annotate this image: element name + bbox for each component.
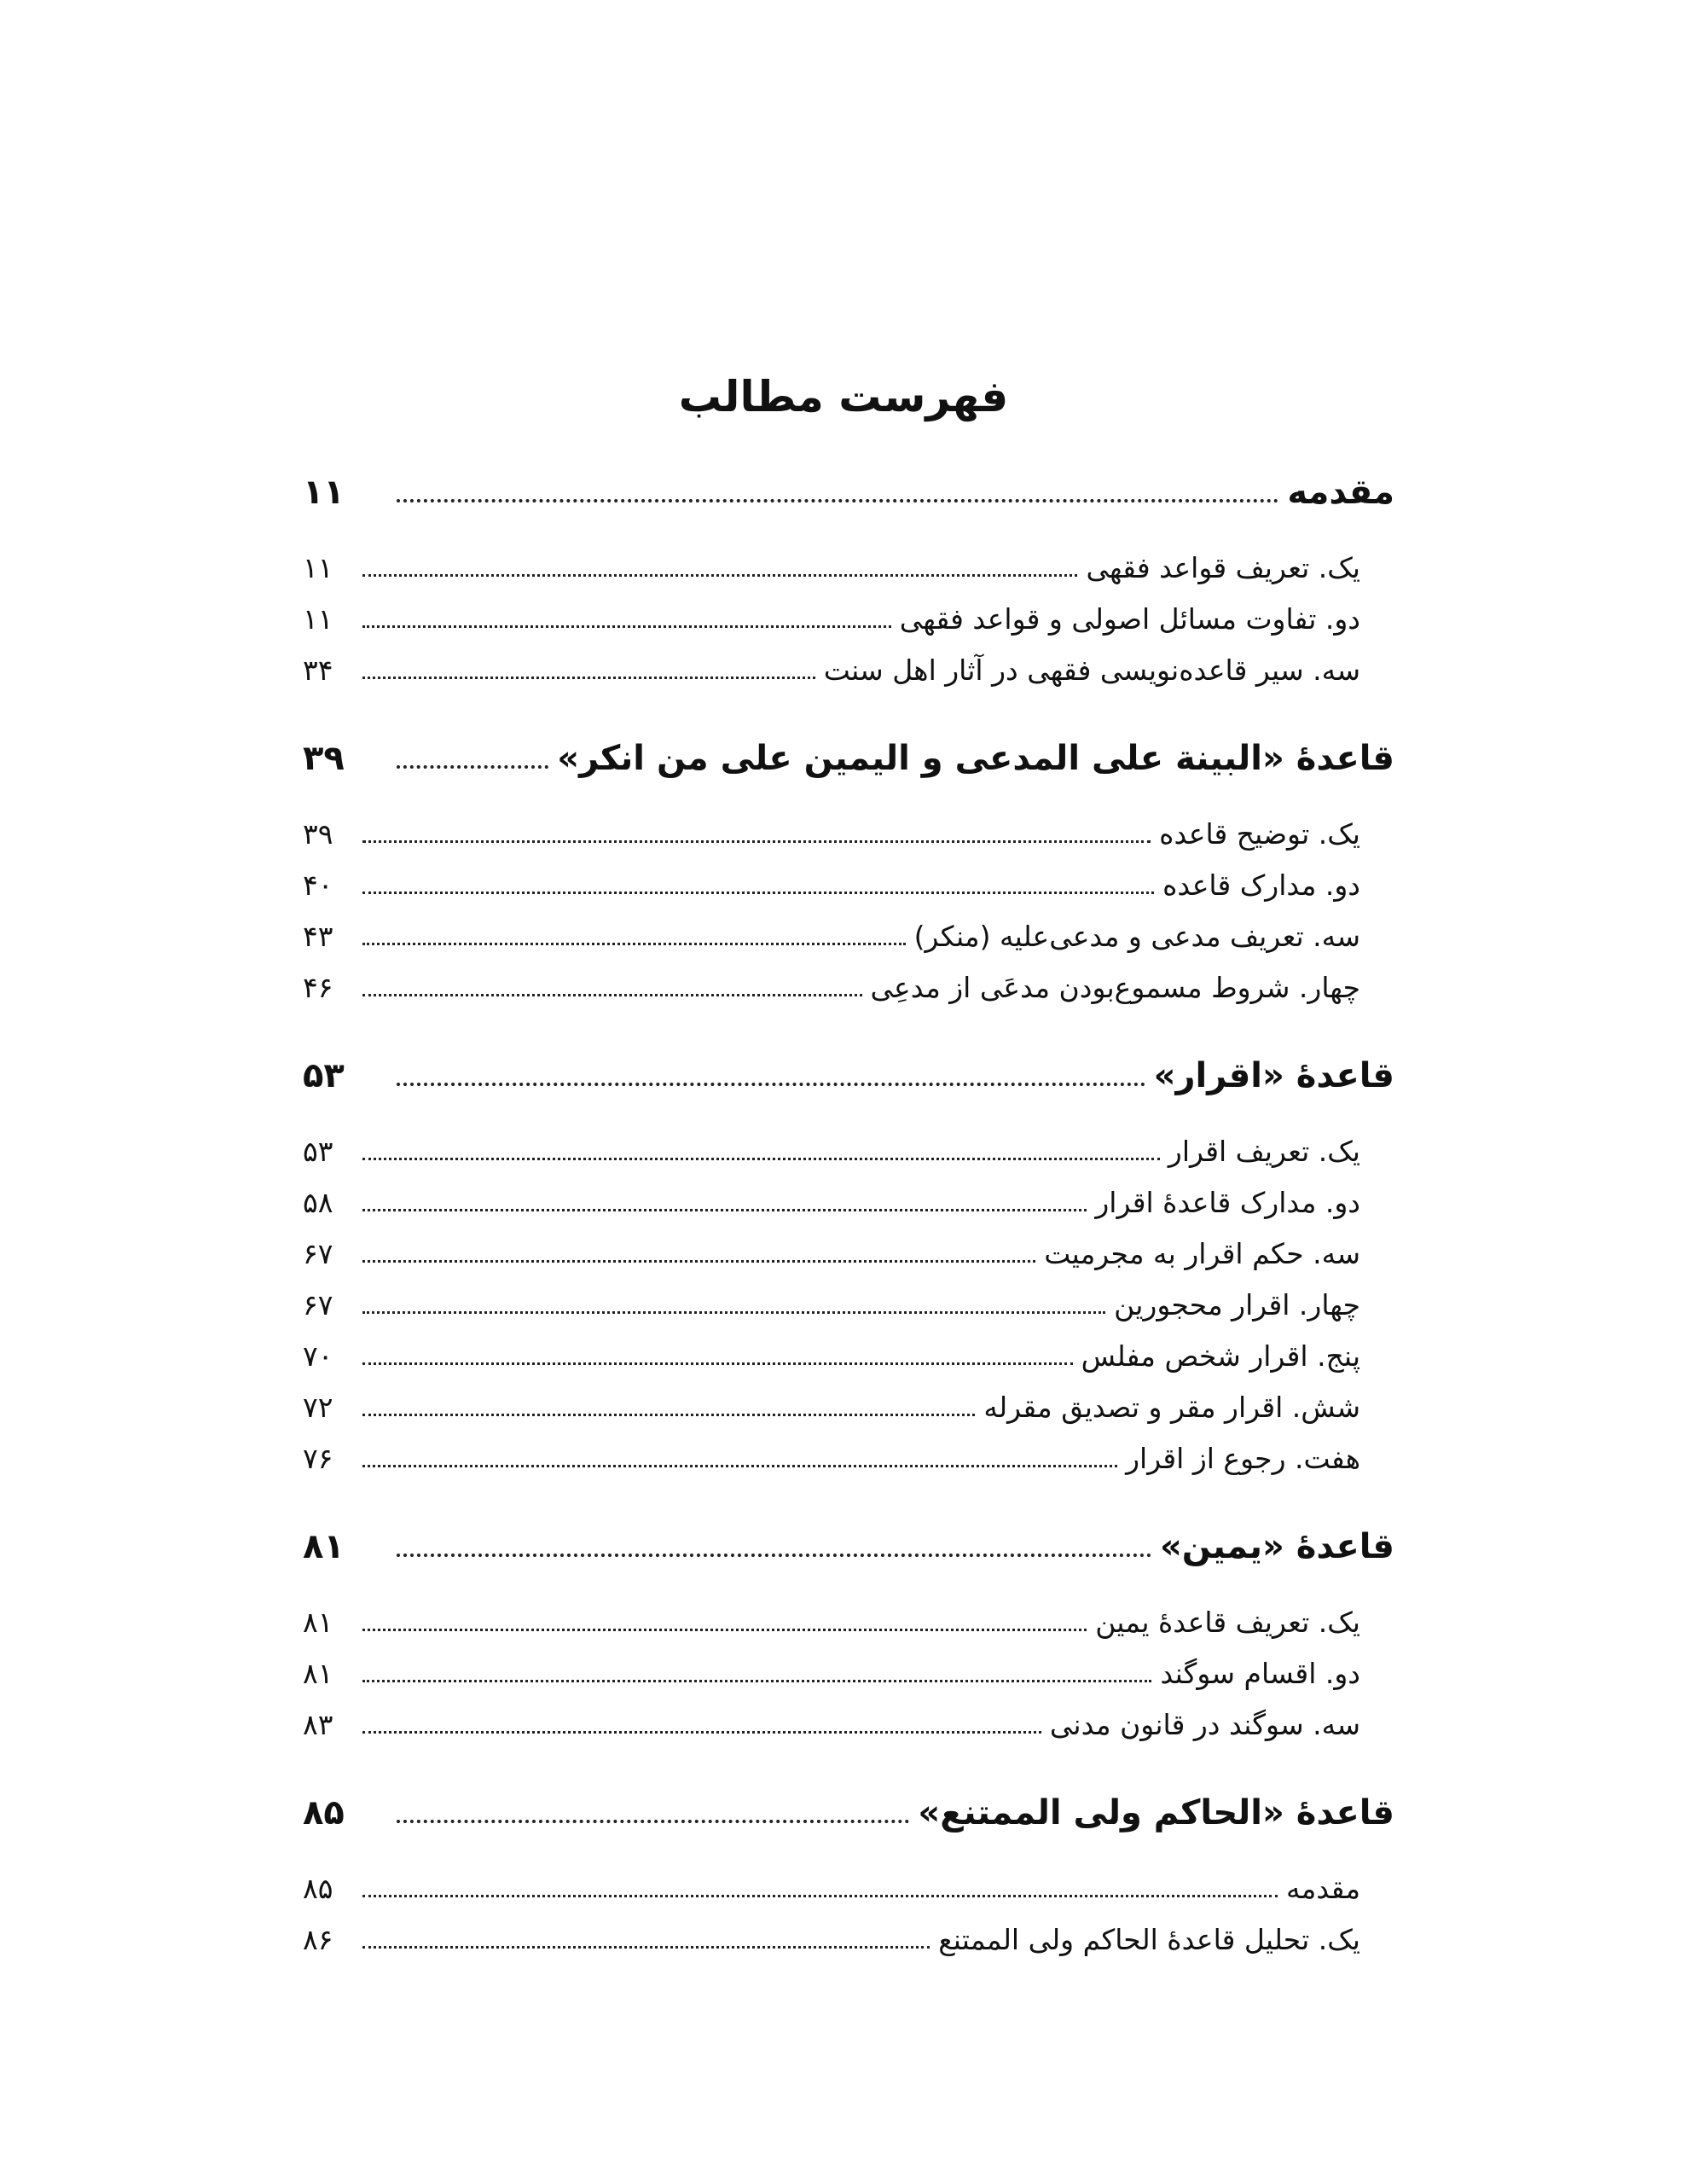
toc-section bbox=[303, 1044, 1394, 1484]
toc-entry-title: چهار. شروط مسموع‌بودن مدعَی از مدعِی bbox=[870, 971, 1360, 1004]
dot-leader bbox=[362, 840, 1151, 843]
toc-entry-row[interactable] bbox=[303, 594, 1394, 645]
toc-page-number: ۷۲ bbox=[303, 1391, 333, 1424]
dot-leader bbox=[362, 574, 1077, 577]
dot-leader bbox=[397, 765, 548, 769]
dot-leader bbox=[362, 1465, 1117, 1467]
toc-entry-title: سه. تعریف مدعی و مدعی‌علیه (منکر) bbox=[913, 920, 1360, 953]
toc-page-number: ۱۱ bbox=[303, 602, 333, 636]
toc-page-number: ۳۹ bbox=[303, 739, 345, 778]
dot-leader bbox=[362, 1946, 930, 1949]
toc-page-number: ۶۷ bbox=[303, 1288, 333, 1321]
toc-entry-title: چهار. اقرار محجورین bbox=[1114, 1288, 1360, 1321]
toc-entry-row[interactable] bbox=[303, 1228, 1394, 1280]
dot-leader bbox=[362, 1680, 1151, 1682]
toc-page-number: ۳۴ bbox=[303, 653, 333, 687]
toc-page-number: ۴۳ bbox=[303, 920, 333, 953]
toc-entry-row[interactable] bbox=[303, 1597, 1394, 1648]
toc-entry-title: دو. تفاوت مسائل اصولی و قواعد فقهی bbox=[899, 602, 1360, 636]
toc-entry-row[interactable] bbox=[303, 645, 1394, 696]
toc-page-number: ۷۰ bbox=[303, 1339, 333, 1373]
toc-chapter-row[interactable] bbox=[303, 1515, 1394, 1578]
toc-chapter-row[interactable] bbox=[303, 461, 1394, 524]
toc-entry-row[interactable] bbox=[303, 962, 1394, 1014]
toc-page-number: ۸۱ bbox=[303, 1606, 333, 1639]
toc-entry-title: یک. تعریف قواعد فقهی bbox=[1086, 551, 1360, 584]
toc-chapter-row[interactable] bbox=[303, 727, 1394, 790]
dot-leader bbox=[362, 1311, 1105, 1314]
dot-leader bbox=[397, 1083, 1145, 1086]
toc-entry-row[interactable] bbox=[303, 1699, 1394, 1751]
toc-page-number: ۸۳ bbox=[303, 1708, 333, 1741]
toc-page-number: ۸۶ bbox=[303, 1923, 333, 1956]
toc-entry-row[interactable] bbox=[303, 809, 1394, 860]
toc-page-number: ۱۱ bbox=[303, 473, 345, 512]
dot-leader bbox=[362, 1209, 1087, 1211]
toc-page-number: ۵۸ bbox=[303, 1186, 333, 1219]
toc-entry-title: سه. حکم اقرار به مجرمیت bbox=[1044, 1237, 1360, 1270]
dot-leader bbox=[362, 1629, 1087, 1631]
toc-page-number: ۵۳ bbox=[303, 1056, 345, 1095]
toc-page-number: ۸۱ bbox=[303, 1657, 333, 1690]
toc-chapter-title: قاعدهٔ «الحاکم ولی الممتنع» bbox=[918, 1793, 1394, 1833]
toc-section bbox=[303, 1515, 1394, 1751]
dot-leader bbox=[362, 1731, 1041, 1734]
toc-entry-title: یک. توضیح قاعده bbox=[1159, 817, 1360, 851]
toc-chapter-row[interactable] bbox=[303, 1781, 1394, 1844]
toc-chapter-title: قاعدهٔ «البینة علی المدعی و الیمین علی من انکر» bbox=[557, 739, 1394, 778]
toc-entry-title: پنج. اقرار شخص مفلس bbox=[1081, 1339, 1360, 1373]
toc-chapter-row[interactable] bbox=[303, 1044, 1394, 1107]
toc-entry-title: یک. تحلیل قاعدهٔ الحاکم ولی الممتنع bbox=[938, 1923, 1360, 1956]
toc-entry-row[interactable] bbox=[303, 1280, 1394, 1331]
dot-leader bbox=[362, 1158, 1160, 1160]
dot-leader bbox=[362, 943, 906, 945]
dot-leader bbox=[362, 1260, 1035, 1263]
toc-page-number: ۱۱ bbox=[303, 551, 333, 584]
toc-entry-title: شش. اقرار مقر و تصدیق مقرله bbox=[983, 1391, 1360, 1424]
toc-entry-title: سه. سوگند در قانون مدنی bbox=[1049, 1708, 1360, 1741]
toc-entry-row[interactable] bbox=[303, 911, 1394, 962]
toc-entry-row[interactable] bbox=[303, 543, 1394, 594]
toc-chapter-title: قاعدهٔ «یمین» bbox=[1159, 1527, 1394, 1566]
toc-entry-row[interactable] bbox=[303, 1914, 1394, 1966]
toc-section bbox=[303, 461, 1394, 696]
toc-page-number: ۸۱ bbox=[303, 1527, 345, 1566]
dot-leader bbox=[397, 1554, 1151, 1557]
toc-page-number: ۸۵ bbox=[303, 1793, 345, 1833]
table-of-contents bbox=[303, 461, 1394, 1996]
toc-entry-row[interactable] bbox=[303, 1648, 1394, 1699]
toc-entry-row[interactable] bbox=[303, 1433, 1394, 1484]
toc-entry-title: یک. تعریف اقرار bbox=[1168, 1135, 1360, 1168]
toc-entry-title: سه. سیر قاعده‌نویسی فقهی در آثار اهل سنت bbox=[823, 653, 1360, 687]
toc-entry-row[interactable] bbox=[303, 1126, 1394, 1177]
dot-leader bbox=[362, 625, 891, 628]
toc-chapter-title: قاعدهٔ «اقرار» bbox=[1153, 1056, 1394, 1095]
dot-leader bbox=[397, 1820, 909, 1823]
toc-page-number: ۴۰ bbox=[303, 868, 333, 902]
toc-entry-title: یک. تعریف قاعدهٔ یمین bbox=[1095, 1606, 1360, 1639]
dot-leader bbox=[362, 677, 815, 679]
toc-entry-title: دو. اقسام سوگند bbox=[1160, 1657, 1360, 1690]
toc-page-number: ۸۵ bbox=[303, 1872, 333, 1905]
toc-entry-title: دو. مدارک قاعده bbox=[1162, 868, 1360, 902]
toc-entry-title: مقدمه bbox=[1285, 1872, 1360, 1905]
toc-page-number: ۴۶ bbox=[303, 971, 333, 1004]
toc-page-number: ۶۷ bbox=[303, 1237, 333, 1270]
page-title: فهرست مطالب bbox=[678, 372, 1009, 421]
toc-entry-title: هفت. رجوع از اقرار bbox=[1126, 1442, 1360, 1475]
dot-leader bbox=[362, 994, 862, 996]
toc-entry-row[interactable] bbox=[303, 1382, 1394, 1433]
toc-chapter-title: مقدمه bbox=[1287, 473, 1394, 512]
toc-entry-row[interactable] bbox=[303, 860, 1394, 911]
toc-entry-row[interactable] bbox=[303, 1331, 1394, 1382]
toc-entry-title: دو. مدارک قاعدهٔ اقرار bbox=[1095, 1186, 1360, 1219]
toc-entry-row[interactable] bbox=[303, 1177, 1394, 1228]
dot-leader bbox=[362, 1362, 1073, 1365]
toc-section bbox=[303, 727, 1394, 1014]
dot-leader bbox=[362, 892, 1154, 894]
dot-leader bbox=[362, 1895, 1278, 1897]
toc-page-number: ۳۹ bbox=[303, 817, 333, 851]
toc-page-number: ۷۶ bbox=[303, 1442, 333, 1475]
toc-entry-row[interactable] bbox=[303, 1863, 1394, 1914]
dot-leader bbox=[362, 1414, 975, 1416]
toc-section bbox=[303, 1781, 1394, 1966]
dot-leader bbox=[397, 499, 1278, 502]
toc-page-number: ۵۳ bbox=[303, 1135, 333, 1168]
